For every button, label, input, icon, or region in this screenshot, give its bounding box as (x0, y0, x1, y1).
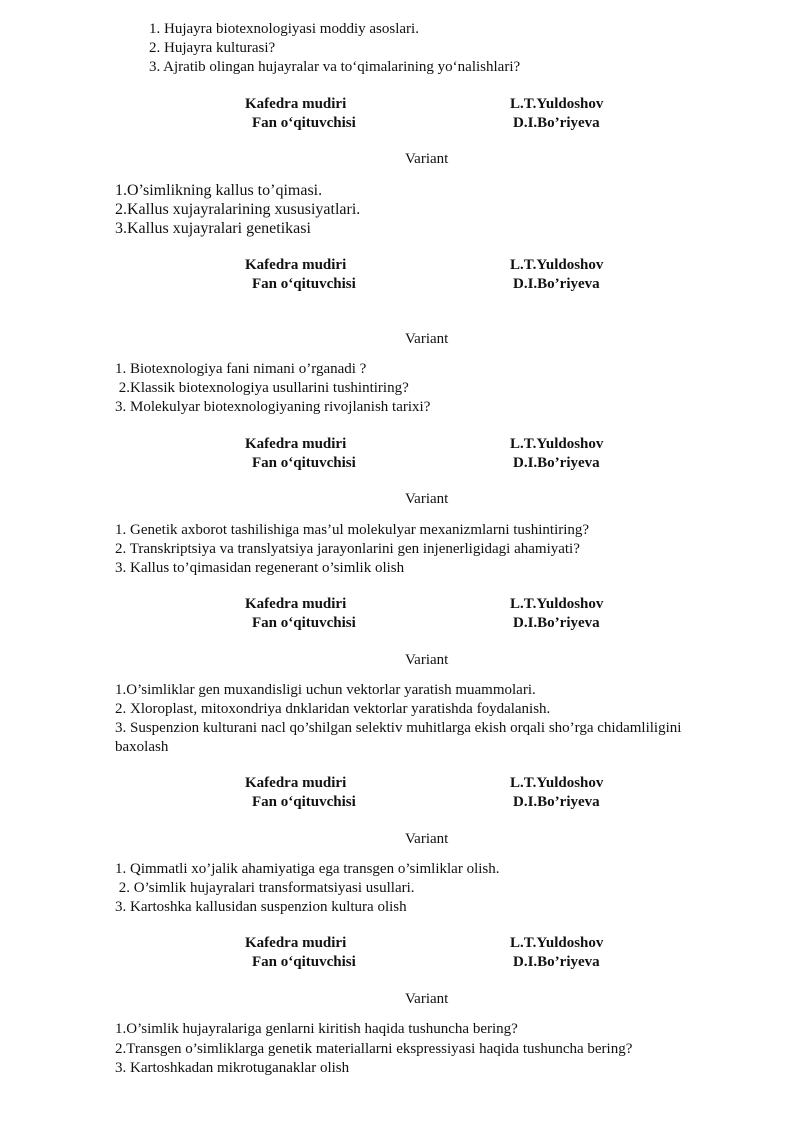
question: 2.Klassik biotexnologiya usullarini tushintiring? (115, 380, 409, 396)
signature-name-head: L.T.Yuldoshov (510, 596, 604, 612)
question: 1.O’simlik hujayralariga genlarni kiritish haqida tushuncha bering? (115, 1021, 518, 1037)
variant-heading: Variant (405, 991, 449, 1007)
question: 3.Kallus xujayralari genetikasi (115, 220, 311, 237)
list-item: 3. Ajratib olingan hujayralar va to‘qimalarining yo‘nalishlari? (149, 59, 521, 75)
question: 3. Kartoshka kallusidan suspenzion kultura olish (115, 899, 407, 915)
signature-role-teacher: Fan o‘qituvchisi (252, 276, 356, 292)
question: 1.O’simliklar gen muxandisligi uchun vektorlar yaratish muammolari. (115, 682, 536, 698)
question: 2. Xloroplast, mitoxondriya dnklaridan vektorlar yaratishda foydalanish. (115, 701, 551, 717)
signature-name-teacher: D.I.Bo’riyeva (513, 276, 600, 292)
variant-heading: Variant (405, 491, 449, 507)
signature-role-teacher: Fan o‘qituvchisi (252, 794, 356, 810)
signature-name-teacher: D.I.Bo’riyeva (513, 794, 600, 810)
signature-role-teacher: Fan o‘qituvchisi (252, 115, 356, 131)
variant-heading: Variant (405, 151, 449, 167)
signature-name-head: L.T.Yuldoshov (510, 436, 604, 452)
signature-role-head: Kafedra mudiri (245, 257, 347, 273)
variant-heading: Variant (405, 331, 449, 347)
signature-name-teacher: D.I.Bo’riyeva (513, 954, 600, 970)
list-item: 2. Hujayra kulturasi? (149, 40, 276, 56)
question: 1. Qimmatli xo’jalik ahamiyatiga ega transgen o’simliklar olish. (115, 861, 500, 877)
question: 1.O’simlikning kallus to’qimasi. (115, 182, 323, 199)
signature-name-teacher: D.I.Bo’riyeva (513, 455, 600, 471)
signature-name-head: L.T.Yuldoshov (510, 935, 604, 951)
signature-name-teacher: D.I.Bo’riyeva (513, 115, 600, 131)
signature-role-head: Kafedra mudiri (245, 935, 347, 951)
question: 3. Molekulyar biotexnologiyaning rivojlanish tarixi? (115, 399, 431, 415)
variant-heading: Variant (405, 652, 449, 668)
variant-heading: Variant (405, 831, 449, 847)
signature-name-head: L.T.Yuldoshov (510, 96, 604, 112)
signature-role-head: Kafedra mudiri (245, 96, 347, 112)
question: 2. Transkriptsiya va translyatsiya jarayonlarini gen injenerligidagi ahamiyati? (115, 541, 580, 557)
question: 3. Suspenzion kulturani nacl qo’shilgan selektiv muhitlarga ekish orqali sho’rga chidamliligini baxolash (115, 720, 682, 755)
signature-role-head: Kafedra mudiri (245, 436, 347, 452)
question: 2.Transgen o’simliklarga genetik materiallarni ekspressiyasi haqida tushuncha bering? (115, 1041, 633, 1057)
signature-name-teacher: D.I.Bo’riyeva (513, 615, 600, 631)
question: 3. Kallus to’qimasidan regenerant o’simlik olish (115, 560, 405, 576)
signature-role-teacher: Fan o‘qituvchisi (252, 954, 356, 970)
list-item: 1. Hujayra biotexnologiyasi moddiy asoslari. (149, 21, 419, 37)
signature-role-head: Kafedra mudiri (245, 775, 347, 791)
question: 1. Biotexnologiya fani nimani o’rganadi ? (115, 361, 367, 377)
question: 1. Genetik axborot tashilishiga mas’ul molekulyar mexanizmlarni tushintiring? (115, 522, 590, 538)
signature-role-head: Kafedra mudiri (245, 596, 347, 612)
signature-role-teacher: Fan o‘qituvchisi (252, 455, 356, 471)
question: 2. O’simlik hujayralari transformatsiyasi usullari. (115, 880, 415, 896)
signature-role-teacher: Fan o‘qituvchisi (252, 615, 356, 631)
signature-name-head: L.T.Yuldoshov (510, 257, 604, 273)
question: 2.Kallus xujayralarining xususiyatlari. (115, 201, 361, 218)
signature-name-head: L.T.Yuldoshov (510, 775, 604, 791)
question: 3. Kartoshkadan mikrotuganaklar olish (115, 1060, 350, 1076)
